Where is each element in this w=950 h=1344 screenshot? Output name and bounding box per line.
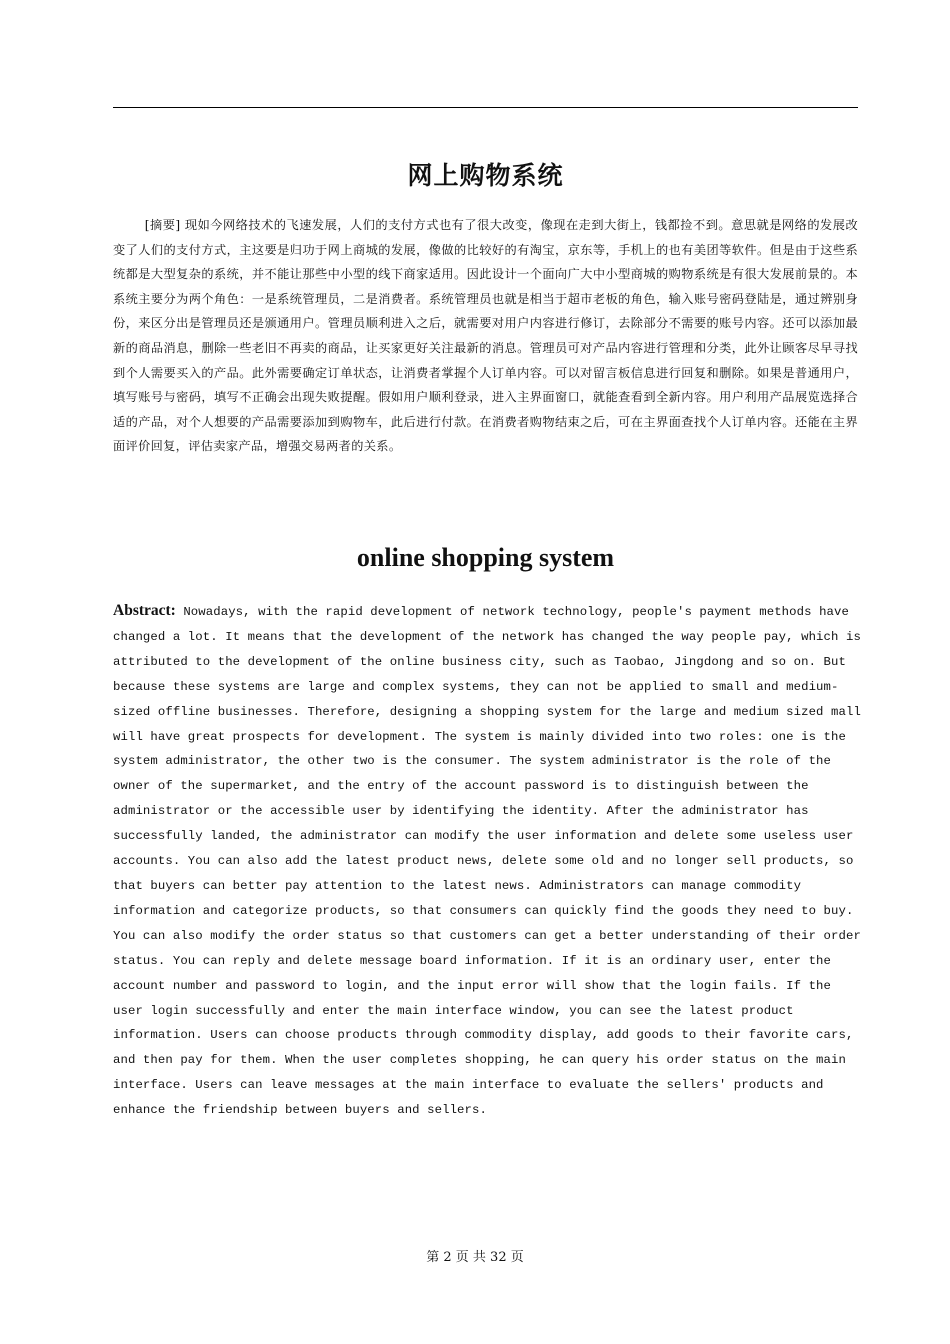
chinese-abstract-text: 现如今网络技术的飞速发展，人们的支付方式也有了很大改变，像现在走到大街上，钱都捡不到。意思就是网络的发展改变了人们的支付方式，主这要是归功于网上商城的发展，像做的比较好的有淘宝，京东等，手机上的也有美团等软件。但是由于这些系统都是大型复杂的系统，并不能让那些中小型的线下商家适用。因此设计一个面向广大中小型商城的购物系统是有很大发展前景的。本系统主要分为两个角色：一是系统管理员，二是消费者。系统管理员也就是相当于超市老板的角色，输入账号密码登陆是，通过辨别身份，来区分出是管理员还是颁通用户。管理员顺利进入之后，就需要对用户内容进行修订，去除部分不需要的账号内容。还可以添加最新的商品消息，删除一些老旧不再卖的商品，让买家更好关注最新的消息。管理员可对产品内容进行管理和分类，此外让顾客尽早寻找到个人需要买入的产品。此外需要确定订单状态，让消费者掌握个人订单内容。可以对留言板信息进行回复和删除。如果是普通用户，填写账号与密码，填写不正确会出现失败提醒。假如用户顺利登录，进入主界面窗口，就能查看到全新内容。用户利用产品展览选择合适的产品，对个人想要的产品需要添加到购物车，此后进行付款。在消费者购物结束之后，可在主界面查找个人订单内容。还能在主界面评价回复，评估卖家产品，增强交易两者的关系。	[113, 218, 858, 454]
page-footer: 第 2 页 共 32 页	[426, 1250, 524, 1265]
english-abstract-label: Abstract:	[113, 602, 176, 619]
english-title: online shopping system	[356, 543, 615, 572]
chinese-abstract-label: [摘要]	[144, 218, 181, 232]
header-rule	[113, 107, 858, 108]
chinese-title: 网上购物系统	[407, 161, 564, 190]
english-abstract	[113, 599, 863, 1123]
english-abstract-text: Nowadays, with the rapid development of network technology, people's payment methods have changed a lot. It means that the development of the network has changed the way people pay, which is attributed to the development of the online business city, such as Taobao, Jingdong and so on. But because these systems are large and complex systems, they can not be applied to small and medium-sized offline businesses. Therefore, designing a shopping system for the large and medium sized mall will have great prospects for development. The system is mainly divided into two roles: one is the system administrator, the other two is the consumer. The system administrator is the role of the owner of the supermarket, and the entry of the account password is to distinguish between the administrator or the accessible user by identifying the identity. After the administrator has successfully landed, the administrator can modify the user information and delete some useless user accounts. You can also add the latest product news, delete some old and no longer sell products, so that buyers can better pay attention to the latest news. Administrators can manage commodity information and categorize products, so that consumers can quickly find the goods they need to buy. You can also modify the order status so that customers can get a better understanding of their order status. You can reply and delete message board information. If it is an ordinary user, enter the account number and password to login, and the input error will show that the login fails. If the user login successfully and enter the main interface window, you can see the latest product information. Users can choose products through commodity display, add goods to their favorite cars, and then pay for them. When the user completes shopping, he can query his order status on the main interface. Users can leave messages at the main interface to evaluate the sellers' products and enhance the friendship between buyers and sellers.	[113, 605, 861, 1118]
chinese-abstract	[113, 213, 858, 459]
